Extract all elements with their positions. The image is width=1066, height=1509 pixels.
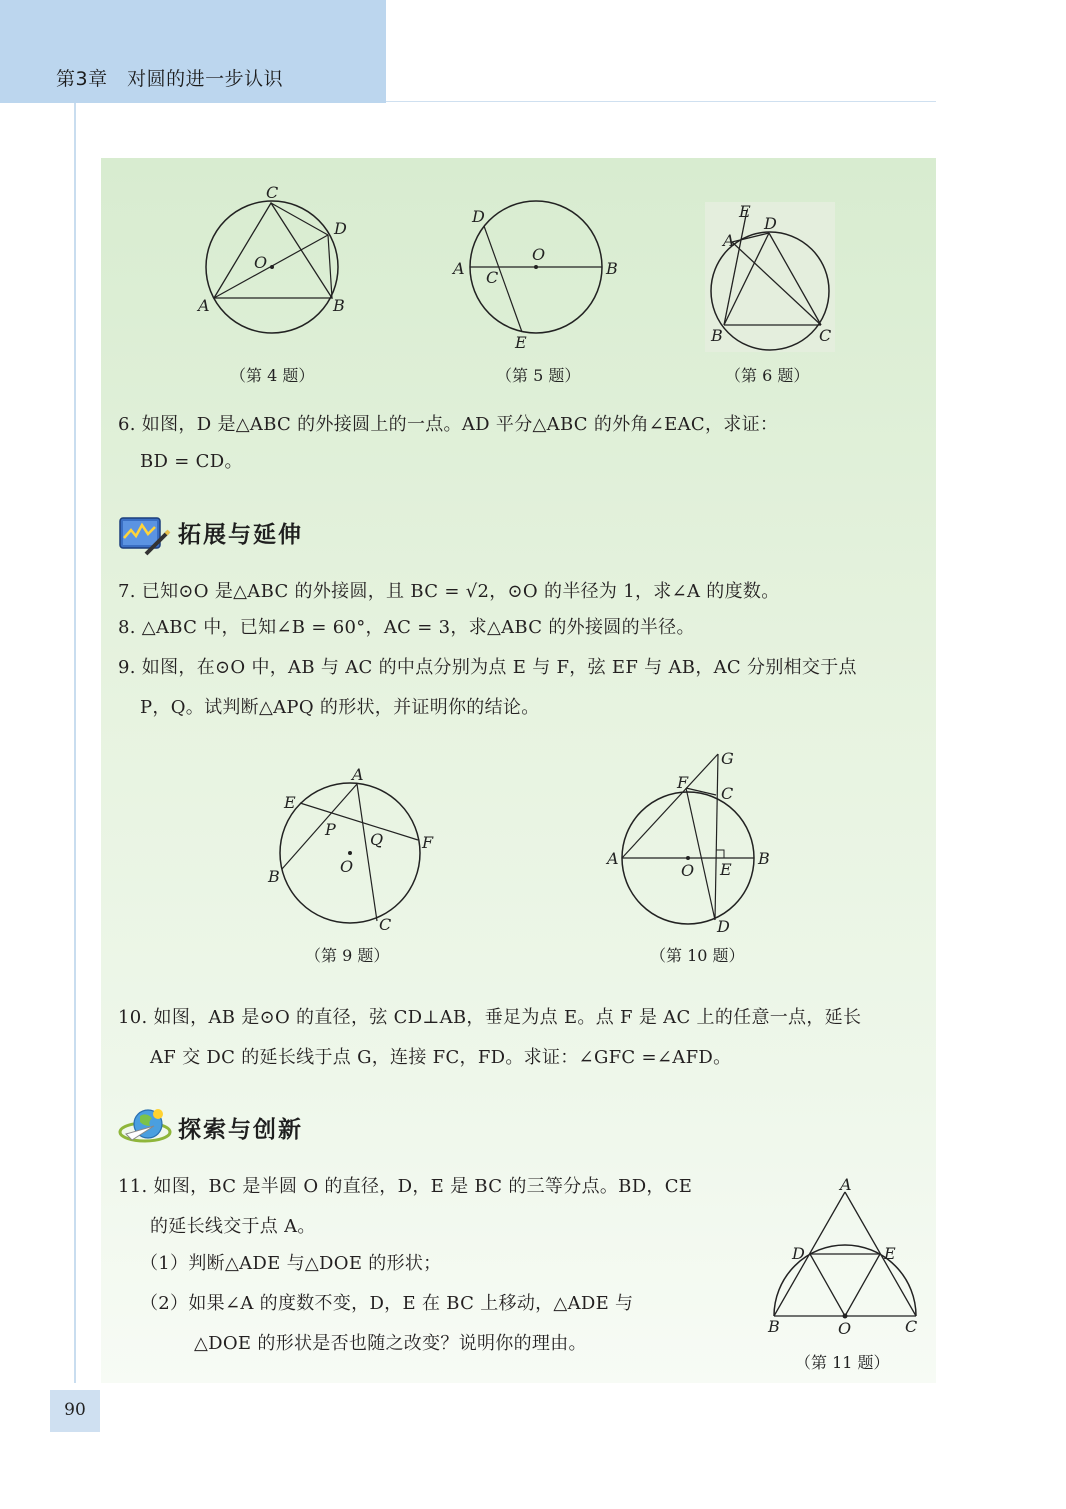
problem-11-line-2: 的延长线交于点 A。 [150,1216,316,1237]
problem-11-subquestion-2-line-2: △DOE 的形状是否也随之改变？说明你的理由。 [194,1333,587,1354]
fig9-label-q: Q [370,830,384,849]
figure-6 [705,202,835,352]
figure-11-caption: （第 11 题） [795,1353,890,1372]
page-number-box [50,1390,100,1432]
fig5-label-c: C [486,268,499,287]
fig11-label-c: C [905,1317,918,1336]
figure-4-caption: （第 4 题） [230,366,315,385]
figure-5 [450,190,630,360]
fig5-label-b: B [606,259,618,278]
fig4-label-d: D [334,219,347,238]
fig9-label-a: A [352,765,364,784]
problem-9-line-1: 9. 如图，在⊙O 中，AB 与 AC 的中点分别为点 E 与 F，弦 EF 与 AB，AC 分别相交于点 [118,657,857,678]
explore-section-title: 探索与创新 [178,1116,303,1143]
fig11-label-o: O [838,1319,852,1338]
fig4-label-a: A [198,296,210,315]
fig4-label-o: O [254,253,268,272]
chapter-title: 第3章 对圆的进一步认识 [56,68,284,90]
problem-11-subquestion-2-line-1: （2）如果∠A 的度数不变，D，E 在 BC 上移动，△ADE 与 [140,1293,634,1314]
fig4-label-c: C [266,183,279,202]
fig10-label-c: C [721,784,734,803]
fig10-label-e: E [720,860,732,879]
problem-6-line-2: BD = CD。 [140,451,243,472]
fig10-label-d: D [717,917,730,936]
fig11-label-a: A [840,1175,852,1194]
fig5-label-o: O [532,245,546,264]
figure-4 [190,180,360,350]
fig6-label-a: A [723,231,735,250]
fig11-label-d: D [792,1244,805,1263]
extend-section-title: 拓展与延伸 [178,521,303,548]
left-margin-rule [74,103,76,1383]
fig9-label-e: E [284,793,296,812]
fig9-label-b: B [268,867,280,886]
fig5-label-a: A [453,259,465,278]
fig9-label-f: F [422,833,434,852]
fig11-label-e: E [884,1244,896,1263]
problem-10-line-1: 10. 如图，AB 是⊙O 的直径，弦 CD⊥AB，垂足为点 E。点 F 是 AC 上的任意一点，延长 [118,1007,862,1028]
figure-10-caption: （第 10 题） [650,946,745,965]
fig10-label-f: F [677,773,689,792]
figure-11 [760,1175,930,1345]
fig10-label-g: G [721,749,734,768]
explore-section-icon [118,1104,172,1152]
fig9-label-c: C [379,915,392,934]
problem-10-line-2: AF 交 DC 的延长线于点 G，连接 FC，FD。求证：∠GFC =∠AFD。 [150,1047,732,1068]
fig11-label-b: B [768,1317,780,1336]
problem-11-line-1: 11. 如图，BC 是半圆 O 的直径，D，E 是 BC 的三等分点。BD，CE [118,1176,693,1197]
fig4-label-b: B [333,296,345,315]
fig9-label-p: P [325,820,336,839]
figure-10 [602,748,782,938]
fig9-label-o: O [340,857,354,876]
fig6-label-b: B [711,326,723,345]
fig6-label-c: C [819,326,832,345]
problem-8: 8. △ABC 中，已知∠B = 60°，AC = 3，求△ABC 的外接圆的半径。 [118,617,695,638]
problem-7: 7. 已知⊙O 是△ABC 的外接圆，且 BC = √2，⊙O 的半径为 1，求∠A 的度数。 [118,581,780,602]
fig10-label-b: B [758,849,770,868]
figure-6-caption: （第 6 题） [725,366,810,385]
figure-9-caption: （第 9 题） [305,946,390,965]
problem-11-subquestion-1: （1）判断△ADE 与△DOE 的形状； [140,1253,442,1274]
problem-6-line-1: 6. 如图，D 是△ABC 的外接圆上的一点。AD 平分△ABC 的外角∠EAC，求证： [118,414,779,435]
fig6-label-d: D [764,214,777,233]
header-divider [386,101,936,102]
fig10-label-o: O [681,861,695,880]
fig5-label-d: D [472,207,485,226]
figure-5-caption: （第 5 题） [496,366,581,385]
figure-9 [262,765,442,940]
fig6-label-e: E [739,202,751,221]
fig5-label-e: E [515,333,527,352]
problem-9-line-2: P，Q。试判断△APQ 的形状，并证明你的结论。 [140,697,540,718]
extend-section-icon [118,514,172,562]
page-number: 90 [64,1400,86,1420]
fig10-label-a: A [607,849,619,868]
